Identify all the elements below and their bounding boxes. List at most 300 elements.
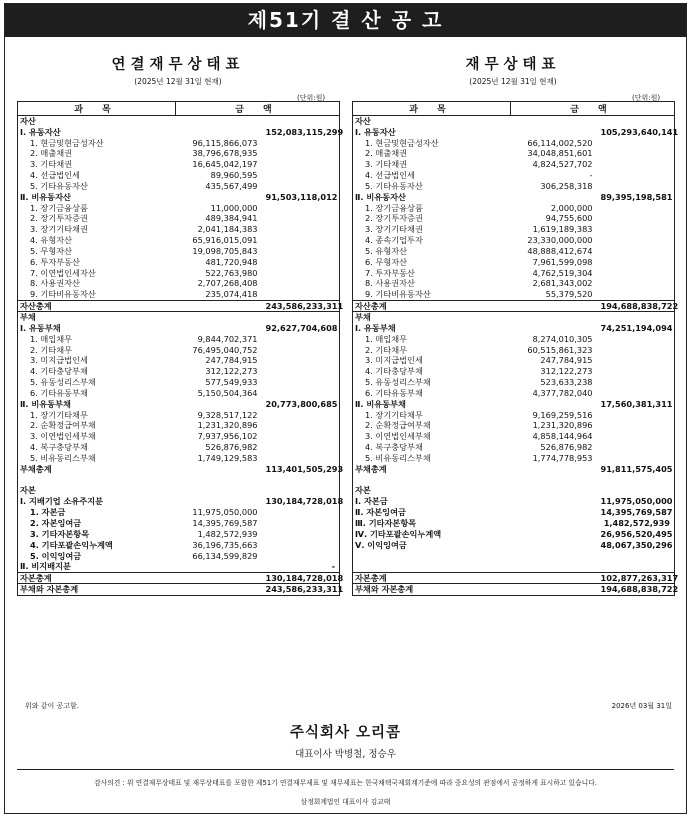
table-row [18, 550, 340, 561]
row-subtotal [599, 485, 675, 496]
row-label: Ⅰ. 유동자산 [355, 126, 396, 137]
row-subtotal [599, 420, 675, 431]
table-row [353, 224, 675, 235]
row-amount: 5,150,504,364 [197, 387, 258, 398]
row-subtotal [599, 213, 675, 224]
row-amount: 19,098,705,843 [192, 245, 258, 256]
row-amount: 11,000,000 [210, 202, 258, 213]
row-label: 2. 매출채권 [30, 148, 73, 159]
row-amount: 1,231,320,896 [532, 420, 593, 431]
table-row [18, 312, 340, 323]
row-subtotal [599, 355, 675, 366]
row-subtotal: 130,184,728,018 [265, 496, 344, 507]
row-amount: 1,619,189,383 [532, 224, 593, 235]
right-col-item: 과 목 [353, 102, 511, 116]
row-label: 3. 미지급법인세 [365, 355, 423, 366]
table-row [18, 257, 340, 268]
row-label: 8. 사용권자산 [30, 278, 80, 289]
row-amount: 481,720,948 [205, 256, 258, 267]
table-row [18, 181, 340, 192]
table-row [353, 300, 675, 312]
table-row [353, 257, 675, 268]
row-label: 자본 [20, 485, 36, 496]
table-row [18, 148, 340, 159]
table-row [353, 420, 675, 431]
right-statement-date: (2025년 12월 31일 현재) [469, 77, 557, 86]
row-label: 2. 순확정급여부채 [30, 420, 96, 431]
row-amount: 55,379,520 [545, 289, 593, 300]
row-amount: 2,000,000 [550, 202, 593, 213]
row-amount: 306,258,318 [540, 180, 593, 191]
table-row [353, 485, 675, 496]
table-row [18, 202, 340, 213]
row-subtotal [599, 561, 675, 572]
table-row [353, 213, 675, 224]
row-amount [176, 323, 264, 334]
row-label: 부채총계 [20, 463, 52, 474]
table-row [18, 399, 340, 410]
table-row [18, 224, 340, 235]
table-row [18, 388, 340, 399]
row-label: 1. 자본금 [30, 507, 66, 518]
row-subtotal: 1,482,572,939 [603, 518, 670, 529]
row-amount: 48,888,412,674 [527, 245, 593, 256]
row-subtotal [264, 344, 340, 355]
row-subtotal: 113,401,505,293 [265, 463, 344, 474]
row-amount [511, 540, 599, 551]
table-row [353, 202, 675, 213]
row-amount [176, 485, 264, 496]
right-statement-title: 재무상태표 [465, 57, 561, 73]
row-label: 1. 장기기타채무 [30, 409, 88, 420]
row-amount [176, 192, 264, 203]
table-row [353, 409, 675, 420]
row-label: 자산 [20, 116, 36, 126]
row-label: Ⅱ. 비유동부채 [355, 398, 406, 409]
table-row [18, 127, 340, 138]
row-label: 부채 [20, 312, 36, 323]
left-balance-sheet [17, 101, 344, 596]
row-amount [176, 572, 264, 584]
row-label: 5. 유형자산 [365, 245, 408, 256]
row-subtotal [264, 159, 340, 170]
left-statement-date: (2025년 12월 31일 현재) [134, 77, 222, 86]
row-amount [176, 496, 264, 507]
row-label: 2. 순확정급여부채 [365, 420, 431, 431]
row-amount [511, 550, 599, 561]
table-row [353, 312, 675, 323]
row-subtotal [264, 550, 340, 561]
row-subtotal: 194,688,838,722 [600, 300, 679, 311]
row-subtotal [264, 170, 340, 181]
row-amount [176, 561, 264, 572]
row-label: 3. 이연법인세부채 [30, 431, 96, 442]
row-subtotal: 152,083,115,299 [265, 126, 344, 137]
row-label: 1. 장기금융상품 [30, 202, 88, 213]
row-amount: 76,495,040,752 [192, 344, 258, 355]
row-subtotal [264, 474, 340, 485]
table-row [353, 267, 675, 278]
row-label: 2. 기타채무 [365, 344, 408, 355]
row-amount: 9,844,702,371 [197, 333, 258, 344]
table-row [18, 453, 340, 464]
table-row [353, 116, 675, 127]
row-label: 자본총계 [353, 572, 511, 584]
table-row [353, 561, 675, 572]
row-amount: 4,824,527,702 [532, 159, 593, 170]
row-subtotal: 11,975,050,000 [600, 496, 673, 507]
table-row [18, 420, 340, 431]
row-subtotal [599, 377, 675, 388]
audit-opinion: 감사의견 : 위 연결재무상태표 및 재무상태표를 포함한 제51기 연결재무제표 및 재무제표는 한국채택국제회계기준에 따라 중요성의 관점에서 공정하게 표시하고 있습니다. [94, 779, 597, 787]
row-label: 2. 매출채권 [365, 148, 408, 159]
table-row [18, 213, 340, 224]
table-row [18, 116, 340, 127]
row-label: 부채총계 [355, 463, 387, 474]
row-label: 9. 기타비유동자산 [365, 289, 431, 300]
table-row [353, 159, 675, 170]
row-subtotal [264, 224, 340, 235]
row-subtotal [264, 235, 340, 246]
row-amount: 1,231,320,896 [197, 420, 258, 431]
table-row [353, 496, 675, 507]
left-table-body [18, 116, 344, 596]
row-label: 2. 장기투자증권 [30, 213, 88, 224]
row-amount [511, 323, 599, 334]
row-label: 3. 기타자본항목 [30, 528, 90, 539]
row-subtotal [599, 267, 675, 278]
row-subtotal [599, 224, 675, 235]
table-row [353, 584, 675, 596]
row-amount: 247,784,915 [540, 355, 593, 366]
row-subtotal [264, 334, 340, 345]
table-row [18, 529, 340, 540]
row-label: 5. 기타유동자산 [365, 180, 423, 191]
table-row [18, 442, 340, 453]
table-row [18, 235, 340, 246]
table-row [18, 474, 340, 485]
row-label: 5. 비유동리스부채 [30, 452, 96, 463]
row-amount: 65,916,015,091 [192, 235, 258, 246]
row-amount: 9,169,259,516 [532, 409, 593, 420]
row-label [353, 474, 511, 485]
row-label: 2. 자본잉여금 [30, 518, 82, 529]
row-label: 자산총계 [353, 300, 511, 312]
row-label: 6. 기타유동부채 [365, 387, 423, 398]
table-row [353, 192, 675, 203]
row-label: 4. 선급법인세 [30, 170, 80, 181]
row-amount [176, 464, 264, 475]
row-label: 9. 기타비유동자산 [30, 289, 96, 300]
table-row [353, 442, 675, 453]
row-amount: 1,774,778,953 [532, 452, 593, 463]
row-subtotal: 14,395,769,587 [600, 507, 673, 518]
row-amount: 1,482,572,939 [197, 528, 258, 539]
row-subtotal [264, 181, 340, 192]
row-amount: 66,134,599,829 [192, 550, 258, 561]
row-subtotal [599, 442, 675, 453]
row-subtotal [599, 181, 675, 192]
row-amount [176, 312, 264, 323]
row-label: Ⅰ. 자본금 [355, 496, 388, 507]
row-subtotal [599, 289, 675, 300]
row-label: Ⅲ. 기타자본항목 [355, 518, 417, 529]
row-subtotal: 105,293,640,141 [600, 126, 679, 137]
table-row [18, 561, 340, 572]
row-amount [176, 399, 264, 410]
row-amount: - [589, 170, 593, 181]
right-unit: (단위:원) [632, 94, 661, 102]
table-row [353, 170, 675, 181]
row-amount [176, 116, 264, 127]
row-subtotal: 48,067,350,296 [600, 539, 673, 550]
table-row [353, 377, 675, 388]
row-label: 2. 기타채무 [30, 344, 73, 355]
row-label: 4. 복구충당부채 [30, 442, 88, 453]
table-row [353, 235, 675, 246]
row-subtotal [264, 355, 340, 366]
row-label: 6. 기타유동부채 [30, 387, 88, 398]
row-amount [511, 584, 599, 596]
row-subtotal [264, 540, 340, 551]
row-subtotal [264, 213, 340, 224]
row-label: 자본 [355, 485, 371, 496]
table-row [18, 464, 340, 475]
row-amount [176, 584, 264, 596]
notice-banner: 제51기 결 산 공 고 [5, 4, 686, 37]
table-row [18, 289, 340, 300]
row-amount: 7,961,599,098 [532, 256, 593, 267]
left-statement-title: 연결재무상태표 [111, 57, 245, 73]
row-label: 5. 무형자산 [30, 245, 73, 256]
row-amount [176, 127, 264, 138]
row-subtotal [599, 202, 675, 213]
table-row [18, 507, 340, 518]
row-amount [511, 485, 599, 496]
row-subtotal [264, 202, 340, 213]
row-label: 3. 기타채권 [30, 159, 73, 170]
row-label: 1. 매입채무 [30, 333, 73, 344]
auditor-name: 삼정회계법인 대표이사 김교태 [300, 798, 391, 806]
row-subtotal [264, 442, 340, 453]
table-row [18, 366, 340, 377]
row-subtotal [264, 267, 340, 278]
row-subtotal [264, 453, 340, 464]
row-label: 3. 미지급법인세 [30, 355, 88, 366]
table-row [18, 192, 340, 203]
row-amount: 7,937,956,102 [197, 431, 258, 442]
row-subtotal [264, 529, 340, 540]
table-row [18, 334, 340, 345]
row-amount: 94,755,600 [545, 213, 593, 224]
row-subtotal [264, 485, 340, 496]
table-row [353, 399, 675, 410]
table-row [353, 474, 675, 485]
table-row [353, 507, 675, 518]
row-label [353, 561, 511, 572]
row-subtotal [599, 235, 675, 246]
notice-date: 2026년 03월 31일 [611, 702, 672, 710]
row-subtotal [264, 148, 340, 159]
table-row [353, 334, 675, 345]
row-amount [511, 507, 599, 518]
row-subtotal: 26,956,520,495 [600, 528, 673, 539]
row-subtotal: 91,503,118,012 [265, 191, 338, 202]
row-subtotal: - [331, 561, 335, 572]
row-amount [511, 561, 599, 572]
table-row [353, 453, 675, 464]
row-subtotal [599, 170, 675, 181]
row-label: 1. 매입채무 [365, 333, 408, 344]
table-row [353, 148, 675, 159]
right-balance-sheet [352, 101, 679, 596]
row-label: 5. 비유동리스부채 [365, 452, 431, 463]
row-subtotal [599, 453, 675, 464]
row-amount: 36,196,735,663 [192, 539, 258, 550]
row-label [18, 474, 176, 485]
table-row [353, 464, 675, 475]
row-amount [511, 192, 599, 203]
row-amount [511, 474, 599, 485]
row-subtotal [264, 116, 340, 127]
table-row [353, 550, 675, 561]
row-label: Ⅱ. 비유동자산 [20, 191, 71, 202]
table-row [353, 366, 675, 377]
notice-frame [4, 3, 687, 814]
row-subtotal: 17,560,381,311 [600, 398, 673, 409]
row-amount [176, 300, 264, 312]
table-row [353, 278, 675, 289]
row-amount: 11,975,050,000 [192, 507, 258, 518]
table-row [18, 159, 340, 170]
row-subtotal [599, 278, 675, 289]
row-label: 7. 이연법인세자산 [30, 267, 96, 278]
row-amount: 14,395,769,587 [192, 518, 258, 529]
row-label: 2. 장기투자증권 [365, 213, 423, 224]
row-subtotal [264, 518, 340, 529]
row-subtotal [599, 409, 675, 420]
row-amount: 526,876,982 [205, 442, 258, 453]
row-amount [511, 312, 599, 323]
table-row [353, 323, 675, 334]
row-amount [511, 572, 599, 584]
row-label: 1. 현금및현금성자산 [365, 137, 439, 148]
left-unit: (단위:원) [297, 94, 326, 102]
row-label: Ⅰ. 지배기업 소유주지분 [20, 496, 104, 507]
row-subtotal [264, 388, 340, 399]
row-subtotal [264, 431, 340, 442]
row-amount [511, 464, 599, 475]
table-row [18, 267, 340, 278]
row-label: 3. 장기기타채권 [365, 224, 423, 235]
row-label: Ⅱ. 비유동자산 [355, 191, 406, 202]
row-subtotal [599, 257, 675, 268]
row-label: 4. 기타포괄손익누계액 [30, 539, 113, 550]
row-amount [176, 474, 264, 485]
row-subtotal [599, 148, 675, 159]
table-row [18, 137, 340, 148]
row-amount: 489,384,941 [205, 213, 258, 224]
row-amount: 312,122,273 [205, 366, 258, 377]
row-amount: 23,330,000,000 [527, 235, 593, 246]
row-subtotal [264, 507, 340, 518]
row-subtotal: 243,586,233,311 [265, 584, 344, 595]
row-label: 4. 기타충당부채 [365, 366, 423, 377]
row-label: 4. 기타충당부채 [30, 366, 88, 377]
row-amount: 4,377,782,040 [532, 387, 593, 398]
row-label: 8. 사용권자산 [365, 278, 415, 289]
row-amount: 312,122,273 [540, 366, 593, 377]
row-subtotal [264, 278, 340, 289]
row-label: 부채와 자본총계 [18, 584, 176, 596]
row-label: 4. 종속기업투자 [365, 235, 423, 246]
row-subtotal [599, 159, 675, 170]
row-subtotal [264, 312, 340, 323]
row-subtotal [599, 431, 675, 442]
row-subtotal [599, 366, 675, 377]
row-subtotal [264, 137, 340, 148]
row-amount [511, 496, 599, 507]
row-subtotal: 92,627,704,608 [265, 322, 338, 333]
left-col-item: 과 목 [18, 102, 176, 116]
row-amount [511, 116, 599, 127]
row-amount: 38,796,678,935 [192, 148, 258, 159]
row-amount: 2,681,343,002 [532, 278, 593, 289]
ceo-names: 대표이사 박병철, 정승우 [295, 749, 396, 760]
row-amount: 1,749,129,583 [197, 452, 258, 463]
table-row [18, 377, 340, 388]
table-row [18, 300, 340, 312]
row-label: 5. 이익잉여금 [30, 550, 82, 561]
table-row [18, 409, 340, 420]
row-label: 3. 기타채권 [365, 159, 408, 170]
row-label: Ⅴ. 이익잉여금 [355, 539, 407, 550]
row-subtotal [264, 289, 340, 300]
table-row [18, 485, 340, 496]
left-col-amount: 금 액 [176, 102, 340, 116]
row-label: 5. 유동성리스부채 [365, 377, 431, 388]
row-subtotal: 243,586,233,311 [265, 300, 344, 311]
row-amount: 4,762,519,304 [532, 267, 593, 278]
row-label: 자산총계 [18, 300, 176, 312]
notice-statement: 위와 같이 공고함. [25, 702, 80, 710]
row-amount: 8,274,010,305 [532, 333, 593, 344]
table-row [353, 289, 675, 300]
table-row [18, 344, 340, 355]
table-row [18, 431, 340, 442]
row-label: 5. 유동성리스부채 [30, 377, 96, 388]
row-label: 4. 유형자산 [30, 235, 73, 246]
row-label: 7. 투자부동산 [365, 267, 415, 278]
table-row [353, 246, 675, 257]
table-row [18, 278, 340, 289]
row-subtotal: 130,184,728,018 [265, 572, 344, 583]
row-label: Ⅰ. 유동부채 [355, 322, 396, 333]
row-label: 6. 투자부동산 [30, 256, 80, 267]
row-subtotal [599, 550, 675, 561]
row-label: 1. 현금및현금성자산 [30, 137, 104, 148]
row-label: Ⅳ. 기타포괄손익누계액 [355, 528, 442, 539]
row-subtotal: 91,811,575,405 [600, 463, 673, 474]
row-amount: 235,074,418 [205, 289, 258, 300]
row-label: 자산 [355, 116, 371, 126]
row-amount: 34,048,851,601 [527, 148, 593, 159]
row-subtotal [599, 388, 675, 399]
row-label: 부채 [355, 312, 371, 323]
row-amount [511, 399, 599, 410]
row-subtotal [264, 257, 340, 268]
row-subtotal [599, 474, 675, 485]
